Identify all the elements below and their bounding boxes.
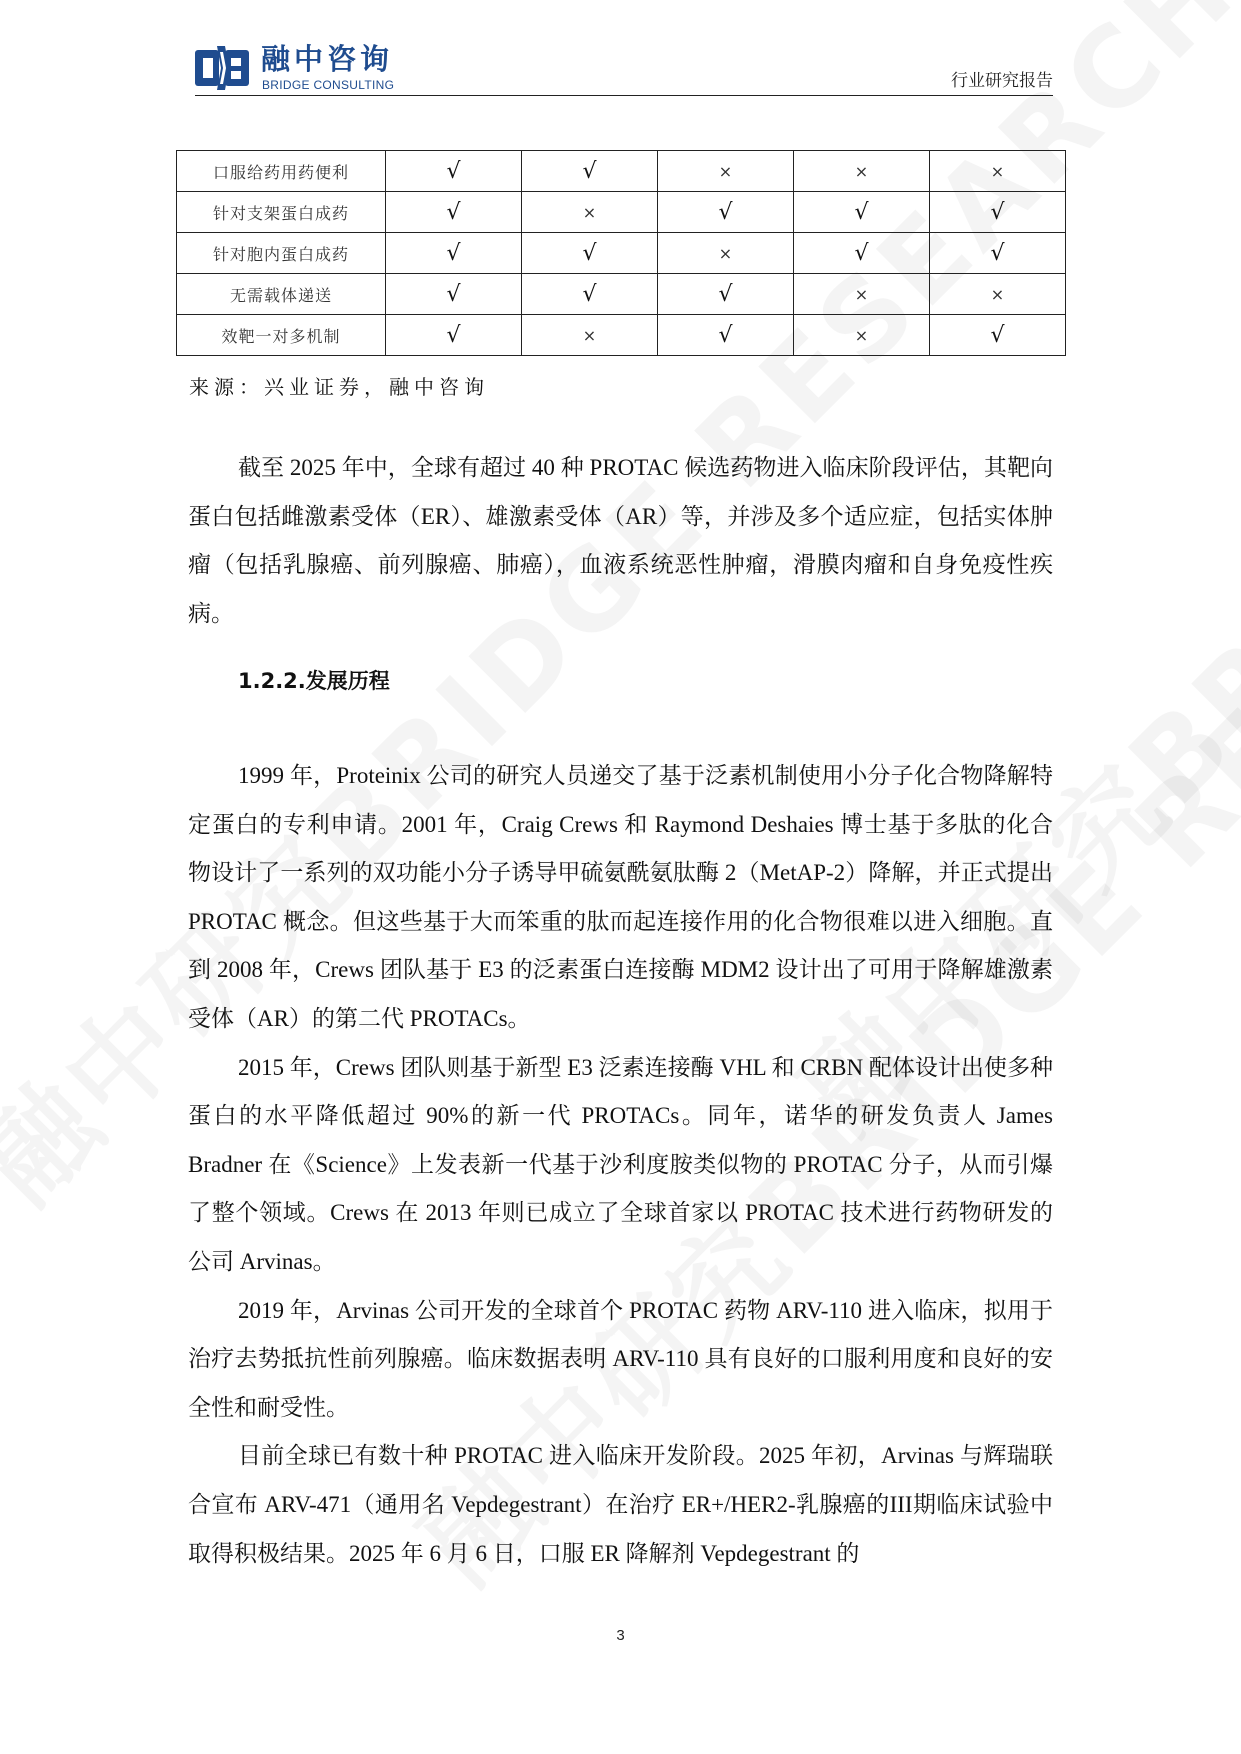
check-mark: √ bbox=[446, 240, 461, 266]
logo-english-name: BRIDGE CONSULTING bbox=[262, 78, 395, 92]
row-label: 针对支架蛋白成药 bbox=[177, 192, 386, 233]
check-mark: √ bbox=[990, 199, 1005, 225]
bridge-consulting-logo-icon bbox=[195, 46, 251, 90]
check-mark: √ bbox=[582, 158, 597, 184]
cross-mark: × bbox=[854, 325, 869, 345]
check-mark: √ bbox=[990, 240, 1005, 266]
body-section-history bbox=[188, 752, 1053, 1578]
check-mark: √ bbox=[582, 240, 597, 266]
cross-mark: × bbox=[854, 284, 869, 304]
check-mark: √ bbox=[990, 322, 1005, 348]
check-mark: √ bbox=[718, 322, 733, 348]
logo-chinese-name: 融中咨询 bbox=[261, 42, 394, 76]
paragraph: 截至 2025 年中，全球有超过 40 种 PROTAC 候选药物进入临床阶段评估，其靶向蛋白包括雌激素受体（ER）、雄激素受体（AR）等，并涉及多个适应症，包括实体肿瘤（包括乳腺癌、前列腺癌、肺癌），血液系统恶性肿瘤，滑膜肉瘤和自身免疫性疾病。 bbox=[188, 455, 1053, 626]
table-row bbox=[177, 315, 1066, 356]
paragraph: 2015 年，Crews 团队则基于新型 E3 泛素连接酶 VHL 和 CRBN 配体设计出使多种蛋白的水平降低超过 90%的新一代 PROTACs。同年，诺华的研发负责人 James Bradner 在《Science》上发表新一代基于沙利度胺类似物的 PROTAC 分子，从而引爆了整个领域。Crews 在 2013 年则已成立了全球首家以 PROTAC 技术进行药物研发的公司 Arvinas。 bbox=[188, 1054, 1053, 1274]
table-row bbox=[177, 151, 1066, 192]
cross-mark: × bbox=[854, 161, 869, 181]
check-mark: √ bbox=[854, 199, 869, 225]
check-mark: √ bbox=[718, 199, 733, 225]
table-row bbox=[177, 274, 1066, 315]
table-row bbox=[177, 233, 1066, 274]
paragraph: 2019 年，Arvinas 公司开发的全球首个 PROTAC 药物 ARV-110 进入临床，拟用于治疗去势抵抗性前列腺癌。临床数据表明 ARV-110 具有良好的口服利用度和良好的安全性和耐受性。 bbox=[188, 1297, 1053, 1420]
table-row bbox=[177, 192, 1066, 233]
cross-mark: × bbox=[718, 243, 733, 263]
header-divider bbox=[195, 95, 1053, 96]
check-mark: √ bbox=[854, 240, 869, 266]
cross-mark: × bbox=[718, 161, 733, 181]
row-label: 无需载体递送 bbox=[177, 274, 386, 315]
cross-mark: × bbox=[582, 325, 597, 345]
row-label: 针对胞内蛋白成药 bbox=[177, 233, 386, 274]
cross-mark: × bbox=[582, 202, 597, 222]
report-type-label: 行业研究报告 bbox=[951, 71, 1053, 91]
check-mark: √ bbox=[446, 322, 461, 348]
paragraph: 目前全球已有数十种 PROTAC 进入临床开发阶段。2025 年初，Arvinas 与辉瑞联合宣布 ARV-471（通用名 Vepdegestrant）在治疗 ER+/HER2-乳腺癌的III期临床试验中取得积极结果。2025 年 6 月 6 日，口服 ER 降解剂 Vepdegestrant 的 bbox=[188, 1443, 1053, 1566]
check-mark: √ bbox=[446, 199, 461, 225]
page-header bbox=[195, 40, 1053, 96]
paragraph: 1999 年，Proteinix 公司的研究人员递交了基于泛素机制使用小分子化合物降解特定蛋白的专利申请。2001 年，Craig Crews 和 Raymond Deshaies 博士基于多肽的化合物设计了一系列的双功能小分子诱导甲硫氨酰氨肽酶 2（MetAP-2）降解，并正式提出 PROTAC 概念。但这些基于大而笨重的肽而起连接作用的化合物很难以进入细胞。直到 2008 年，Crews 团队基于 E3 的泛素蛋白连接酶 MDM2 设计出了可用于降解雄激素受体（AR）的第二代 PROTACs。 bbox=[188, 763, 1053, 1031]
check-mark: √ bbox=[582, 281, 597, 307]
body-section-intro bbox=[188, 444, 1053, 638]
check-mark: √ bbox=[446, 281, 461, 307]
cross-mark: × bbox=[990, 161, 1005, 181]
check-mark: √ bbox=[446, 158, 461, 184]
row-label: 口服给药用药便利 bbox=[177, 151, 386, 192]
cross-mark: × bbox=[990, 284, 1005, 304]
check-mark: √ bbox=[718, 281, 733, 307]
row-label: 效靶一对多机制 bbox=[177, 315, 386, 356]
table-source: 来源：兴业证券，融中咨询 bbox=[189, 375, 489, 399]
page-number: 3 bbox=[616, 1627, 625, 1644]
section-heading: 1.2.2.发展历程 bbox=[238, 669, 390, 693]
comparison-table bbox=[176, 150, 1066, 356]
